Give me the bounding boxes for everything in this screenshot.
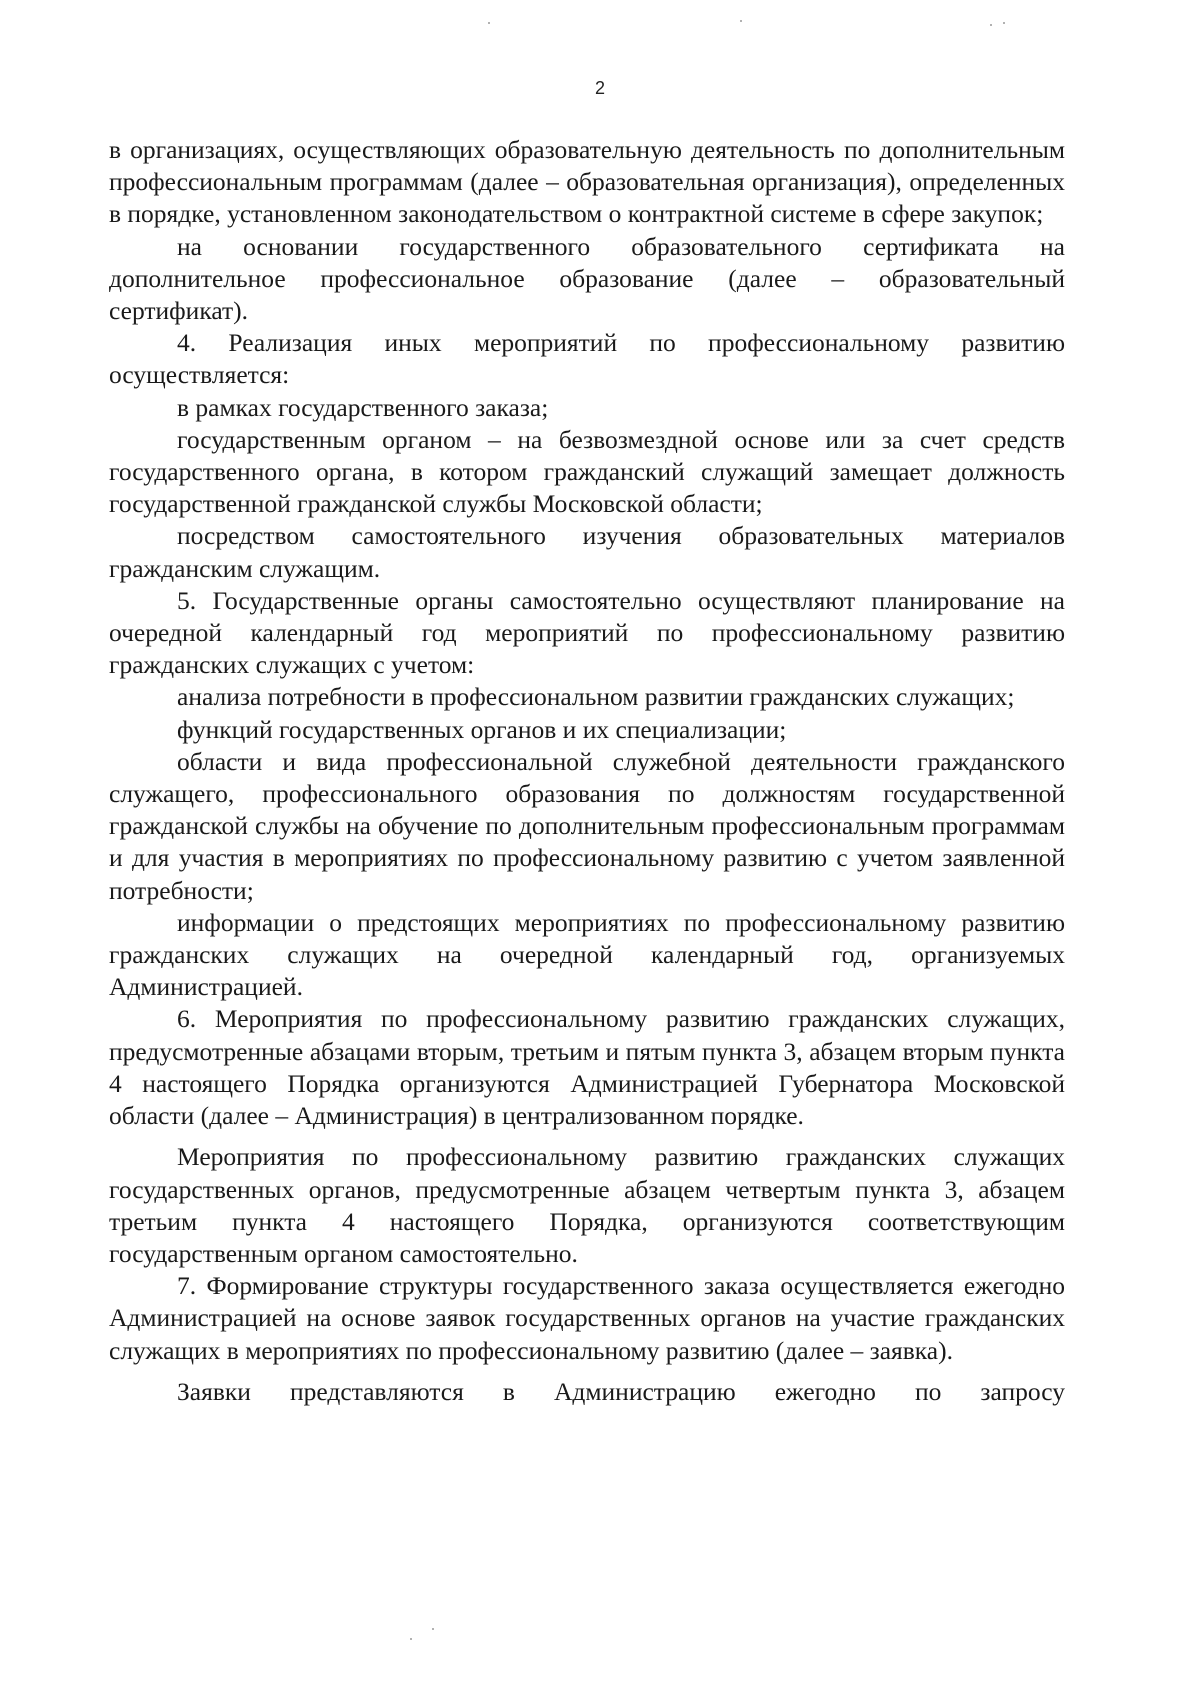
scan-speck bbox=[488, 22, 490, 24]
scan-speck bbox=[1003, 22, 1005, 24]
scan-speck bbox=[740, 20, 742, 22]
paragraph-9: функций государственных органов и их специализации; bbox=[177, 714, 787, 744]
paragraph-1: в организациях, осуществляющих образовательную деятельность по дополнительным профессиональным программам (далее – образовательная организация), определенных в порядке, установленном законодательством о контрактной системе в сфере закупок; bbox=[109, 135, 1065, 229]
paragraph-4: в рамках государственного заказа; bbox=[177, 392, 549, 422]
paragraph-14: 7. Формирование структуры государственного заказа осуществляется ежегодно Администрацией на основе заявок государственных органов на участие гражданских служащих в мероприятиях по профессиональному развитию (далее – заявка). bbox=[109, 1271, 1065, 1365]
page-number: 2 bbox=[594, 78, 605, 98]
paragraph-5: государственным органом – на безвозмездной основе или за счет средств государственного органа, в котором гражданский служащий замещает должность государственной гражданской службы Московской области; bbox=[109, 424, 1065, 519]
scan-speck bbox=[410, 1638, 412, 1640]
scan-speck bbox=[990, 24, 992, 26]
paragraph-6: посредством самостоятельного изучения образовательных материалов гражданским служащим. bbox=[109, 521, 1065, 583]
paragraph-12: 6. Мероприятия по профессиональному развитию гражданских служащих, предусмотренные абзацами вторым, третьим и пятым пункта 3, абзацем вторым пункта 4 настоящего Порядка организуются Администрацией Губернатора Московской области (далее – Администрация) в централизованном порядке. bbox=[109, 1004, 1065, 1131]
paragraph-10: области и вида профессиональной служебной деятельности гражданского служащего, профессионального образования по должностям государственной гражданской службы на обучение по дополнительным профессиональным программам и для участия в мероприятиях по профессиональному развитию с учетом заявленной потребности; bbox=[109, 746, 1065, 905]
paragraph-15: Заявки представляются в Администрацию ежегодно по запросу bbox=[177, 1376, 1065, 1406]
scan-speck bbox=[432, 1628, 434, 1630]
paragraph-11: информации о предстоящих мероприятиях по профессиональному развитию гражданских служащих на очередной календарный год, организуемых Администрацией. bbox=[109, 907, 1065, 1002]
document-body bbox=[109, 134, 1065, 1408]
paragraph-13: Мероприятия по профессиональному развитию гражданских служащих государственных органов, предусмотренные абзацем четвертым пункта 3, абзацем третьим пункта 4 настоящего Порядка, организуются соответствующим государственным органом самостоятельно. bbox=[109, 1142, 1065, 1268]
paragraph-2: на основании государственного образовательного сертификата на дополнительное профессиональное образование (далее – образовательный сертификат). bbox=[109, 231, 1065, 326]
paragraph-7: 5. Государственные органы самостоятельно осуществляют планирование на очередной календарный год мероприятий по профессиональному развитию гражданских служащих с учетом: bbox=[109, 585, 1065, 680]
paragraph-8: анализа потребности в профессиональном развитии гражданских служащих; bbox=[177, 682, 1015, 712]
paragraph-3: 4. Реализация иных мероприятий по профессиональному развитию осуществляется: bbox=[109, 328, 1065, 390]
